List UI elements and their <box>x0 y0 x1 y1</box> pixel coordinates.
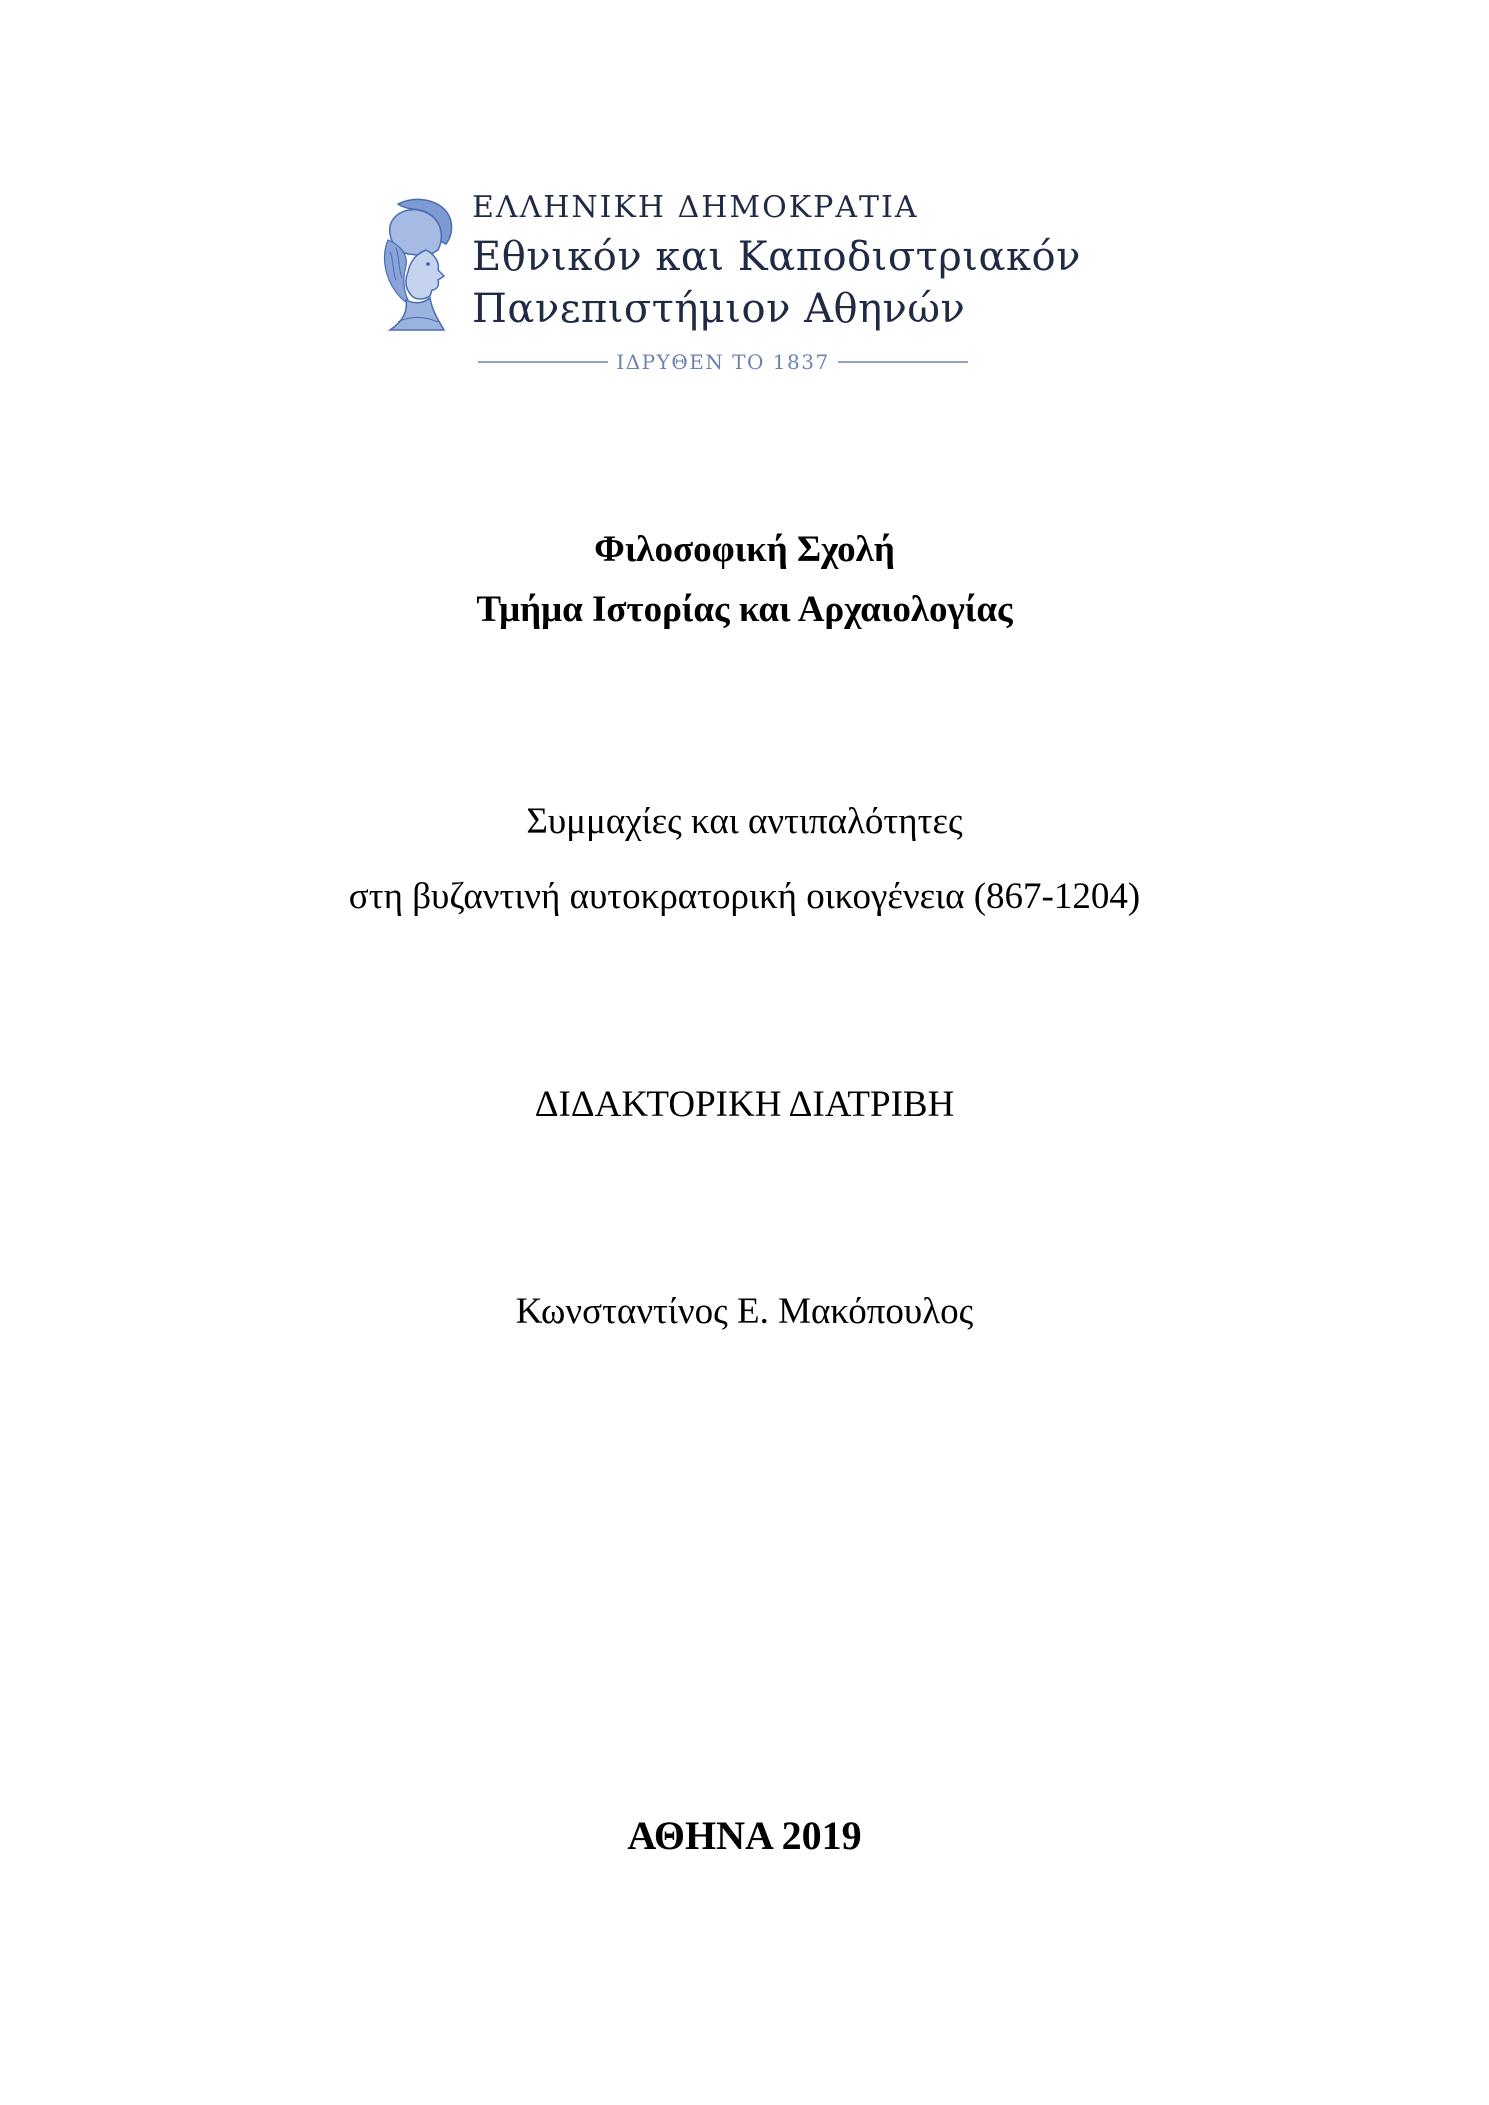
thesis-title-line2: στη βυζαντινή αυτοκρατορική οικογένεια (867-1204) <box>348 876 1141 917</box>
author-name: Κωνσταντίνος Ε. Μακόπουλος <box>515 1291 974 1332</box>
logo-university-name-line2: Πανεπιστήμιον Αθηνών <box>472 286 966 332</box>
faculty-school: Φιλοσοφική Σχολή <box>594 529 895 570</box>
thesis-title-line1: Συμμαχίες και αντιπαλότητες <box>526 801 963 842</box>
document-type: ΔΙΔΑΚΤΟΡΙΚΗ ΔΙΑΤΡΙΒΗ <box>534 1084 955 1125</box>
place-year: ΑΘΗΝΑ 2019 <box>627 1813 862 1858</box>
athena-head-icon <box>368 196 460 334</box>
logo-founded-row <box>478 350 968 374</box>
logo-rule-left <box>478 361 608 363</box>
faculty-department: Τμήμα Ιστορίας και Αρχαιολογίας <box>476 589 1013 630</box>
logo-rule-right <box>838 361 968 363</box>
logo-university-name-line1: Εθνικόν και Καποδιστριακόν <box>472 234 1081 280</box>
logo-founded-text: ΙΔΡΥΘΕΝ ΤΟ 1837 <box>616 350 830 374</box>
university-logo <box>368 190 1088 380</box>
logo-republic-text: ΕΛΛΗΝΙΚΗ ΔΗΜΟΚΡΑΤΙΑ <box>472 190 919 225</box>
